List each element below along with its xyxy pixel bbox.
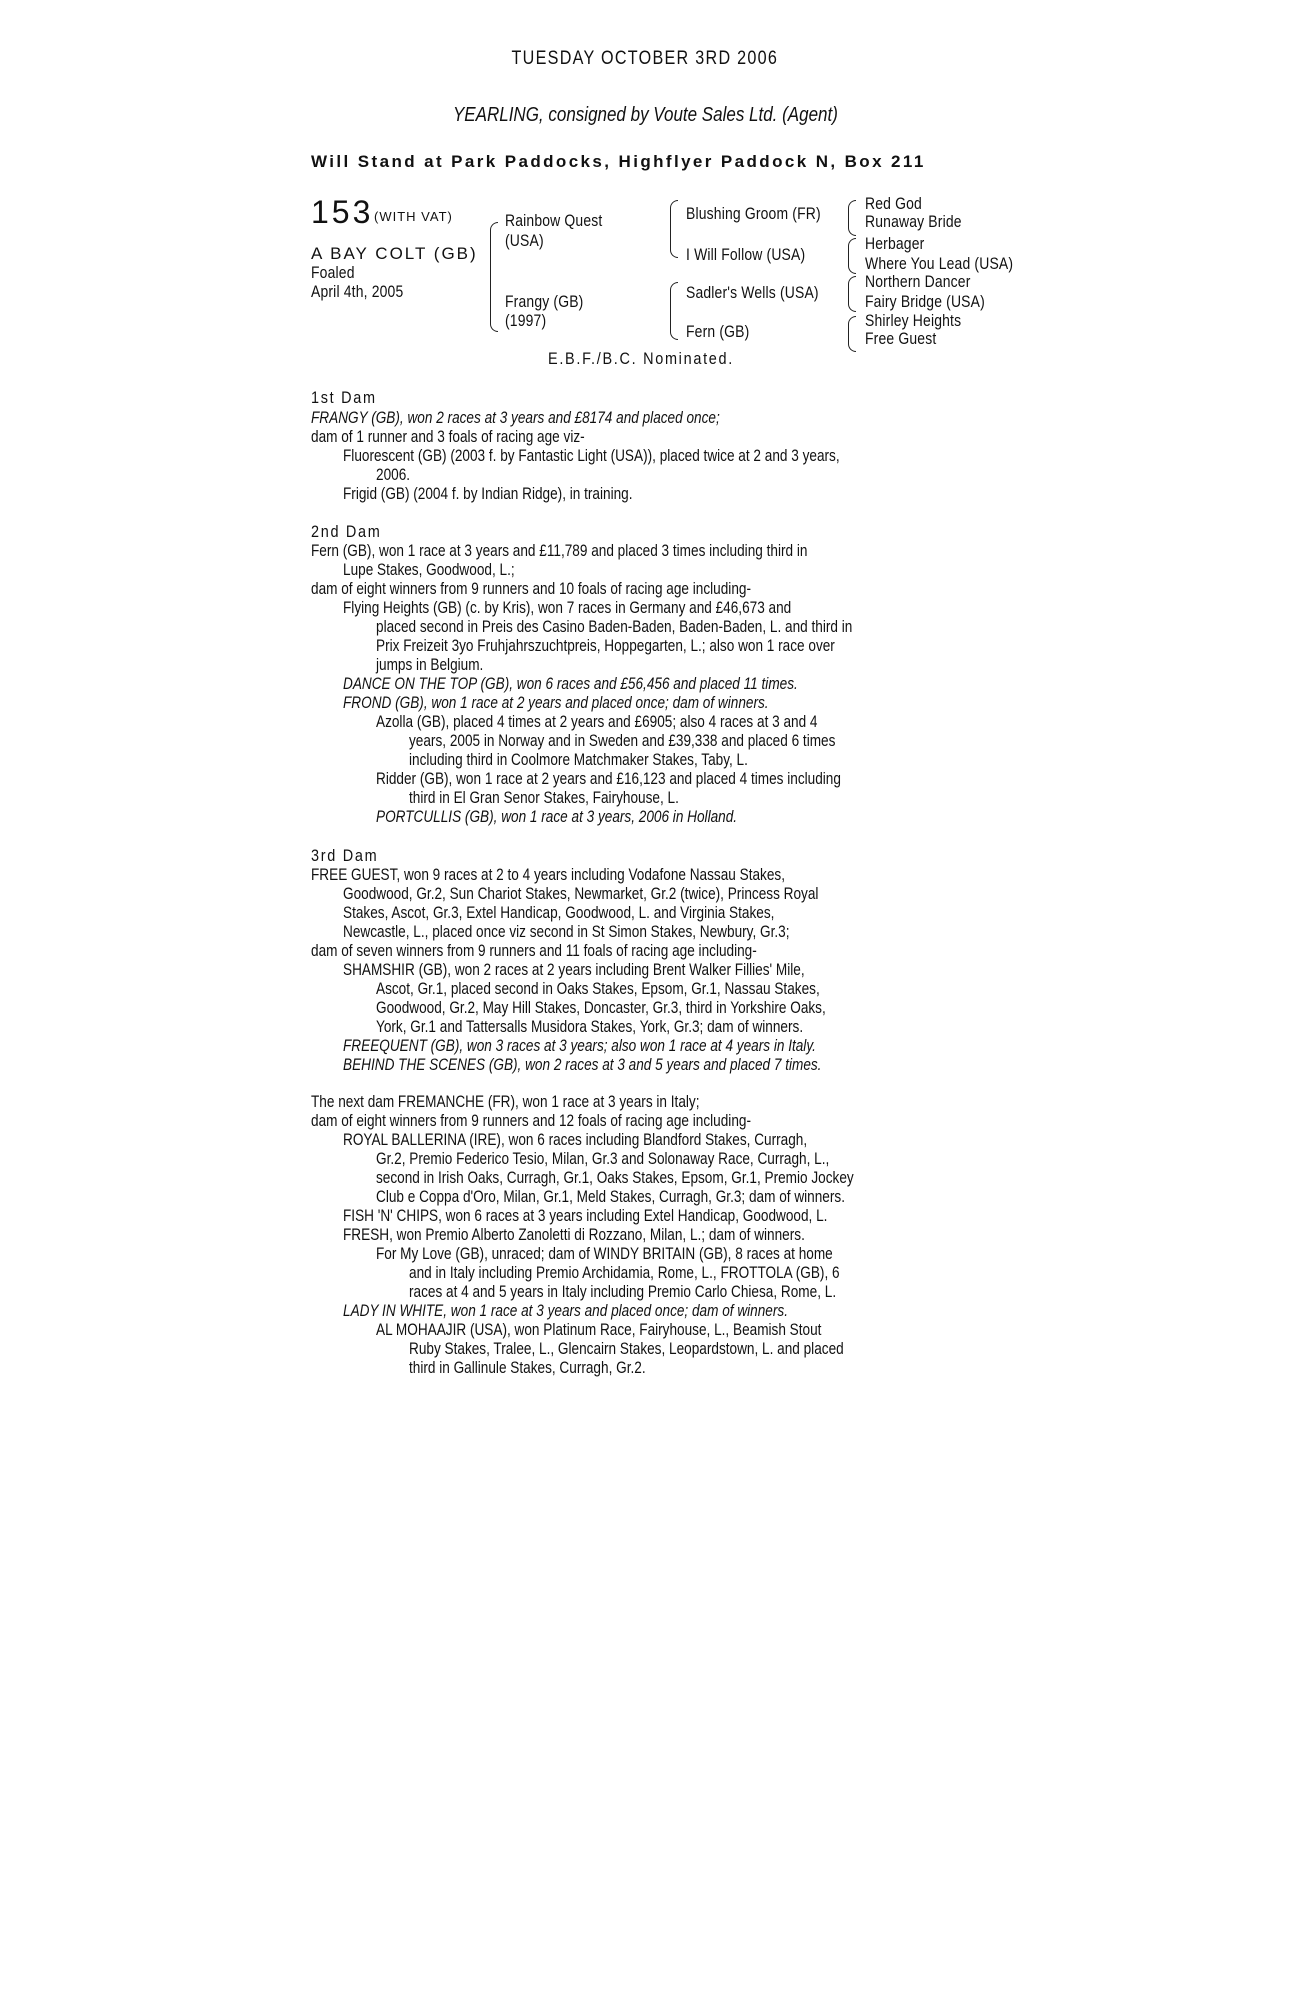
next-dam-line: The next dam FREMANCHE (FR), won 1 race at 3 years in Italy; (311, 1092, 700, 1111)
third-dam-line: BEHIND THE SCENES (GB), won 2 races at 3 and 5 years and placed 7 times. (343, 1055, 822, 1074)
next-dam-line: Gr.2, Premio Federico Tesio, Milan, Gr.3 and Solonaway Race, Curragh, L., (376, 1149, 830, 1168)
second-dam-heading: 2nd Dam (311, 522, 382, 541)
next-dam-line: races at 4 and 5 years in Italy including Premio Carlo Chiesa, Rome, L. (409, 1282, 837, 1301)
first-dam-line: Fluorescent (GB) (2003 f. by Fantastic Light (USA)), placed twice at 2 and 3 years, (343, 446, 840, 465)
sdd: Where You Lead (USA) (865, 254, 1014, 273)
foaled-date: April 4th, 2005 (311, 282, 404, 301)
second-dam-line: Fern (GB), won 1 race at 3 years and £11,789 and placed 3 times including third in (311, 541, 808, 560)
third-dam-line: dam of seven winners from 9 runners and 11 foals of racing age including- (311, 941, 757, 960)
second-dam-line: including third in Coolmore Matchmaker Stakes, Taby, L. (409, 750, 748, 769)
next-dam-line: FRESH, won Premio Alberto Zanoletti di Rozzano, Milan, L.; dam of winners. (343, 1225, 805, 1244)
next-dam-line: Ruby Stakes, Tralee, L., Glencairn Stakes, Leopardstown, L. and placed (409, 1339, 844, 1358)
vat-note: (WITH VAT) (374, 209, 453, 224)
third-dam-line: FREEQUENT (GB), won 3 races at 3 years; also won 1 race at 4 years in Italy. (343, 1036, 816, 1055)
second-dam-line: FROND (GB), won 1 race at 2 years and placed once; dam of winners. (343, 693, 769, 712)
third-dam-line: Goodwood, Gr.2, Sun Chariot Stakes, Newmarket, Gr.2 (twice), Princess Royal (343, 884, 819, 903)
next-dam-line: LADY IN WHITE, won 1 race at 3 years and placed once; dam of winners. (343, 1301, 788, 1320)
pedigree-brace-sd (848, 238, 856, 274)
dam-name: Frangy (GB) (505, 292, 584, 311)
second-dam-line: years, 2005 in Norway and in Sweden and £39,338 and placed 6 times (409, 731, 836, 750)
sire-country: (USA) (505, 231, 544, 250)
dds: Shirley Heights (865, 311, 962, 330)
ebf-nomination: E.B.F./B.C. Nominated. (548, 349, 734, 368)
sds: Herbager (865, 234, 925, 253)
second-dam-line: Lupe Stakes, Goodwood, L.; (343, 560, 515, 579)
third-dam-heading: 3rd Dam (311, 846, 379, 865)
consignor-line: YEARLING, consigned by Voute Sales Ltd. (Agent) (452, 104, 838, 126)
next-dam-line: AL MOHAAJIR (USA), won Platinum Race, Fairyhouse, L., Beamish Stout (376, 1320, 822, 1339)
pedigree-brace-main (490, 222, 498, 332)
third-dam-line: Ascot, Gr.1, placed second in Oaks Stakes, Epsom, Gr.1, Nassau Stakes, (376, 979, 820, 998)
dam-dam: Fern (GB) (686, 322, 750, 341)
lot-name: A BAY COLT (GB) (311, 244, 478, 263)
pedigree-brace-ss (848, 200, 856, 236)
third-dam-line: SHAMSHIR (GB), won 2 races at 2 years including Brent Walker Fillies' Mile, (343, 960, 805, 979)
foaled-label: Foaled (311, 263, 355, 282)
dam-sire: Sadler's Wells (USA) (686, 283, 819, 302)
next-dam-line: third in Gallinule Stakes, Curragh, Gr.2. (409, 1358, 646, 1377)
second-dam-line: jumps in Belgium. (376, 655, 484, 674)
sale-date: TUESDAY OCTOBER 3RD 2006 (511, 48, 779, 69)
pedigree-brace-ds (848, 276, 856, 312)
second-dam-line: third in El Gran Senor Stakes, Fairyhouse, L. (409, 788, 679, 807)
next-dam-line: FISH 'N' CHIPS, won 6 races at 3 years including Extel Handicap, Goodwood, L. (343, 1206, 828, 1225)
sss: Red God (865, 194, 922, 213)
first-dam-line: FRANGY (GB), won 2 races at 3 years and £8174 and placed once; (311, 408, 720, 427)
ddd: Free Guest (865, 329, 937, 348)
third-dam-line: FREE GUEST, won 9 races at 2 to 4 years including Vodafone Nassau Stakes, (311, 865, 785, 884)
third-dam-line: Newcastle, L., placed once viz second in St Simon Stakes, Newbury, Gr.3; (343, 922, 790, 941)
next-dam-line: and in Italy including Premio Archidamia, Rome, L., FROTTOLA (GB), 6 (409, 1263, 840, 1282)
second-dam-line: Ridder (GB), won 1 race at 2 years and £16,123 and placed 4 times including (376, 769, 841, 788)
dsd: Fairy Bridge (USA) (865, 292, 985, 311)
next-dam-line: For My Love (GB), unraced; dam of WINDY BRITAIN (GB), 8 races at home (376, 1244, 833, 1263)
pedigree-brace-sire (670, 200, 678, 258)
sire-dam: I Will Follow (USA) (686, 245, 806, 264)
sire-sire: Blushing Groom (FR) (686, 204, 821, 223)
second-dam-line: dam of eight winners from 9 runners and 10 foals of racing age including- (311, 579, 751, 598)
second-dam-line: PORTCULLIS (GB), won 1 race at 3 years, 2006 in Holland. (376, 807, 738, 826)
dss: Northern Dancer (865, 272, 971, 291)
ssd: Runaway Bride (865, 212, 962, 231)
pedigree-brace-dd (848, 316, 856, 352)
lot-number: 153 (311, 194, 374, 230)
stand-location: Will Stand at Park Paddocks, Highflyer Paddock N, Box 211 (311, 152, 926, 171)
first-dam-line: Frigid (GB) (2004 f. by Indian Ridge), in training. (343, 484, 633, 503)
next-dam-line: second in Irish Oaks, Curragh, Gr.1, Oaks Stakes, Epsom, Gr.1, Premio Jockey (376, 1168, 854, 1187)
second-dam-line: Flying Heights (GB) (c. by Kris), won 7 races in Germany and £46,673 and (343, 598, 792, 617)
first-dam-line: dam of 1 runner and 3 foals of racing age viz- (311, 427, 585, 446)
sire-name: Rainbow Quest (505, 211, 603, 230)
dam-year: (1997) (505, 311, 547, 330)
third-dam-line: York, Gr.1 and Tattersalls Musidora Stakes, York, Gr.3; dam of winners. (376, 1017, 804, 1036)
next-dam-line: Club e Coppa d'Oro, Milan, Gr.1, Meld Stakes, Curragh, Gr.3; dam of winners. (376, 1187, 845, 1206)
second-dam-line: placed second in Preis des Casino Baden-Baden, Baden-Baden, L. and third in (376, 617, 853, 636)
second-dam-line: Azolla (GB), placed 4 times at 2 years and £6905; also 4 races at 3 and 4 (376, 712, 818, 731)
third-dam-line: Goodwood, Gr.2, May Hill Stakes, Doncaster, Gr.3, third in Yorkshire Oaks, (376, 998, 826, 1017)
third-dam-line: Stakes, Ascot, Gr.3, Extel Handicap, Goodwood, L. and Virginia Stakes, (343, 903, 775, 922)
pedigree-brace-dam (670, 282, 678, 340)
first-dam-line: 2006. (376, 465, 411, 484)
first-dam-heading: 1st Dam (311, 388, 377, 407)
next-dam-line: ROYAL BALLERINA (IRE), won 6 races including Blandford Stakes, Curragh, (343, 1130, 808, 1149)
second-dam-line: DANCE ON THE TOP (GB), won 6 races and £56,456 and placed 11 times. (343, 674, 798, 693)
second-dam-line: Prix Freizeit 3yo Fruhjahrszuchtpreis, Hoppegarten, L.; also won 1 race over (376, 636, 835, 655)
next-dam-line: dam of eight winners from 9 runners and 12 foals of racing age including- (311, 1111, 751, 1130)
